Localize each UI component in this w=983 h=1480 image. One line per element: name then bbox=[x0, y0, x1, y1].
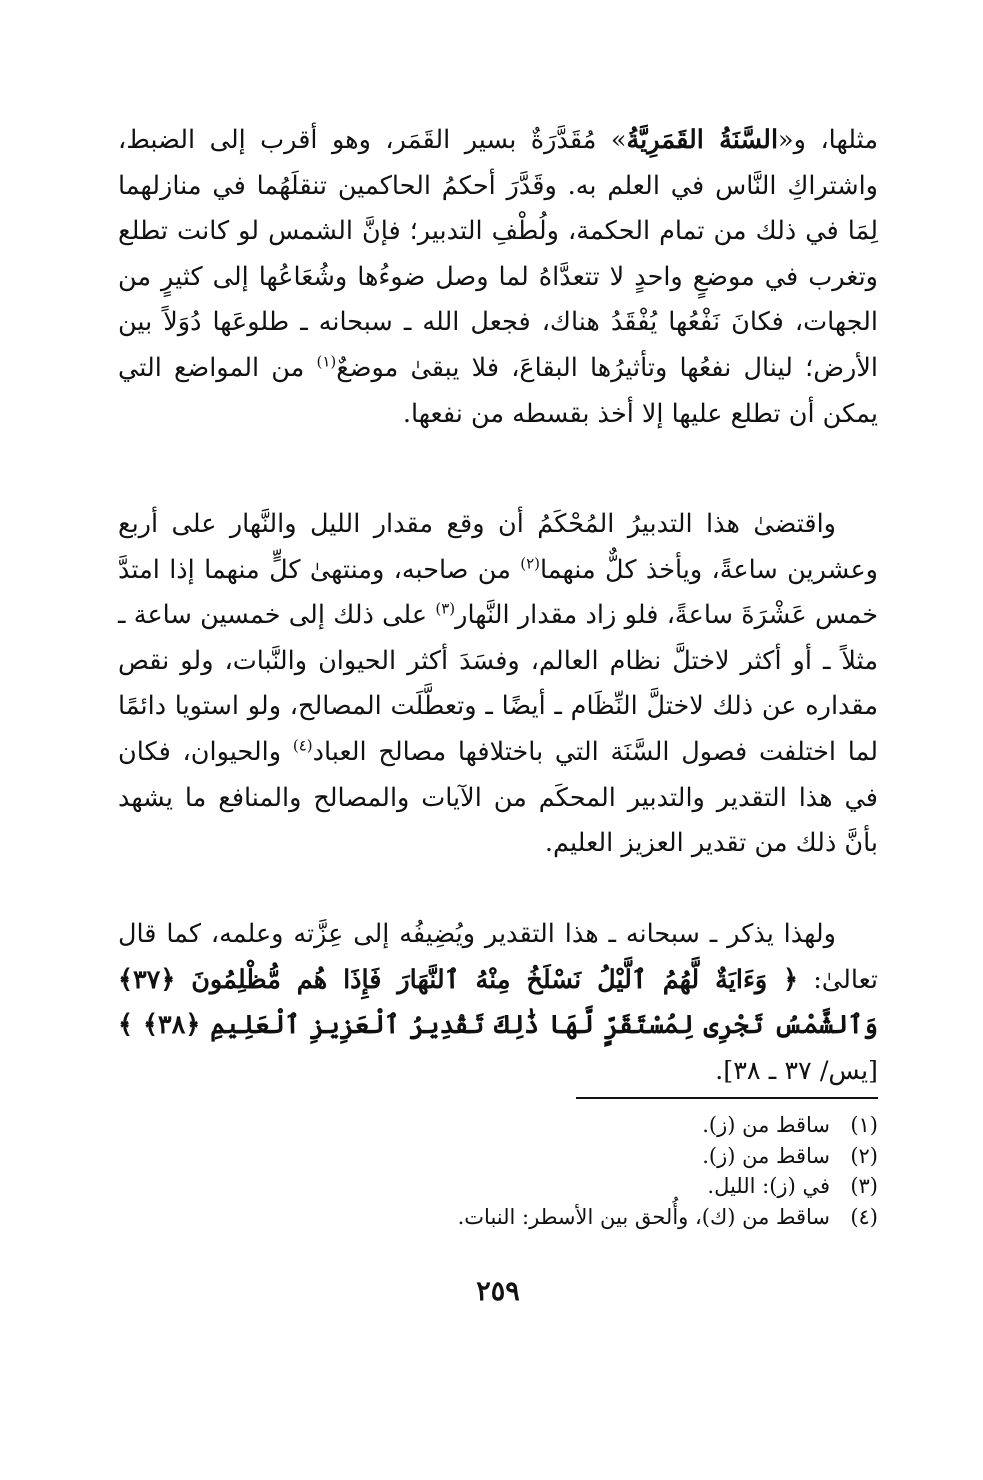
footnote-divider bbox=[576, 1097, 878, 1099]
footnote-number: (٢) bbox=[850, 1143, 878, 1168]
paragraph-text: من المواضع التي يمكن أن تطلع عليها إلا أخذ بقسطه من نفعها. bbox=[118, 352, 878, 429]
footnote-number: (١) bbox=[850, 1113, 878, 1137]
paragraph-text: على ذلك إلى خمسين ساعة ـ مثلاً ـ أو أكثر لاختلَّ نظام العالم، وفسَدَ أكثر الحيوان والنَّبات، ولو نقص مقداره عن ذلك لاختلَّ النِّظَام ـ أيضًا ـ وتعطَّلَت المصالح، ولو استويا دائمًا لما اختلفت فصول السَّنَة التي باختلافها مصالح العباد bbox=[118, 600, 878, 767]
paragraph-text: واقتضىٰ هذا التدبيرُ المُحْكَمُ أن وقع مقدار الليل والنَّهار على أربع وعشرين ساعةً، ويأخذ كلٌّ منهما bbox=[118, 509, 878, 585]
footnote-item bbox=[118, 1110, 878, 1141]
footnote-ref-3[interactable]: (٣) bbox=[435, 599, 456, 618]
page-number: ٢٥٩ bbox=[476, 1276, 520, 1307]
footnote-text: ساقط من (ك)، وأُلحق بين الأسطر: النبات. bbox=[457, 1204, 830, 1229]
footnote-ref-2[interactable]: (٢) bbox=[520, 554, 541, 573]
footnote-number: (٣) bbox=[850, 1174, 878, 1198]
paragraph-text: والحيوان، فكان في هذا التقدير والتدبير المحكَم من الآيات والمصالح والمنافع ما يشهد بأنَّ ذلك من تقدير العزيز العليم. bbox=[118, 736, 878, 859]
paragraph-text: » مُقَدَّرَةٌ بسير القَمَر، وهو أقرب إلى الضبط، واشتراكِ النَّاس في العلم به. وقَدَّرَ أحكمُ الحاكمين تنقلَهُما في منازلهما لِمَا في ذلك من تمام الحكمة، ولُطْفِ التدبير؛ فإنَّ الشمس لو كانت تطلع وتغرب في موضعٍ واحدٍ لا تتعدَّاهُ لما وصل ضوءُها وشُعَاعُها إلى كثيرٍ من الجهات، فكانَ نَفْعُها يُفْقَدُ هناك، فجعل الله ـ سبحانه ـ طلوعَها دُوَلاً بين الأرض؛ لينال نفعُها وتأثيرُها البقاعَ، فلا يبقىٰ موضعٌ bbox=[118, 125, 878, 383]
verse-reference: [يس/ ٣٧ ـ ٣٨]. bbox=[715, 1055, 878, 1086]
quran-verse: ﴿ وَءَايَةٌ لَّهُمُ ٱلَّيْلُ نَسْلَخُ مِنْهُ ٱلنَّهَارَ فَإِذَا هُم مُّظْلِمُونَ ﴿٣٧﴾ وَٱلشَّمْسُ تَجْرِى لِمُسْتَقَرٍّ لَّهَا ذَٰلِكَ تَقْدِيرُ ٱلْعَزِيزِ ٱلْعَلِيمِ ﴿٣٨﴾ ﴾ bbox=[118, 964, 879, 1041]
footnotes-list bbox=[118, 1110, 878, 1232]
footnote-number: (٤) bbox=[850, 1204, 878, 1229]
paragraph-text: مثلها، و« bbox=[778, 125, 878, 155]
paragraph-lunar-year bbox=[118, 118, 878, 437]
paragraph-text: ولهذا يذكر ـ سبحانه ـ هذا التقدير ويُضِيفُه إلى عِزَّته وعلمه، كما قال تعالىٰ: bbox=[118, 919, 879, 995]
paragraph-day-night bbox=[118, 502, 878, 867]
footnote-text: ساقط من (ز). bbox=[702, 1113, 830, 1137]
bold-term: السَّنَةُ القَمَرِيَّةُ bbox=[626, 125, 779, 155]
paragraph-quran-citation bbox=[118, 912, 878, 1094]
book-page bbox=[118, 118, 878, 1458]
footnote-text: في (ز): الليل. bbox=[707, 1174, 830, 1198]
footnote-item bbox=[118, 1141, 878, 1172]
footnote-ref-4[interactable]: (٤) bbox=[292, 736, 313, 755]
footnote-item bbox=[118, 1202, 878, 1233]
footnote-ref-1[interactable]: (١) bbox=[316, 352, 337, 371]
paragraph-text: من صاحبه، ومنتهىٰ كلٍّ منهما إذا امتدَّ خمس عَشْرَةَ ساعةً، فلو زاد مقدار النَّهار bbox=[118, 554, 878, 631]
footnote-text: ساقط من (ز). bbox=[702, 1143, 830, 1168]
footnote-item bbox=[118, 1171, 878, 1202]
